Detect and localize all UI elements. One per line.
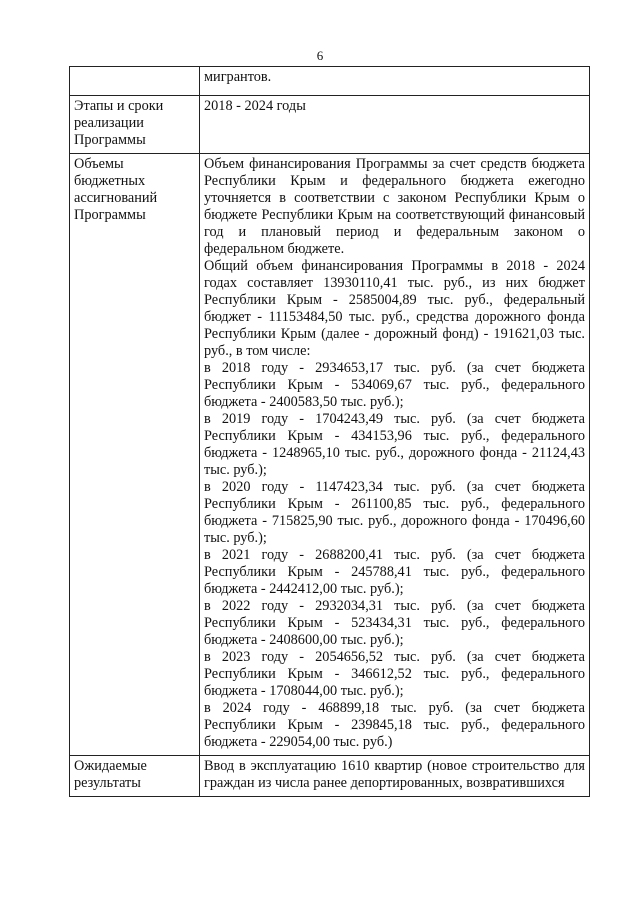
row-label-stages: Этапы и сроки реализации Программы [70,96,200,154]
budget-paragraph-total: Общий объем финансирования Программы в 2018 - 2024 годах составляет 13930110,41 тыс. руб., из них бюджет Республики Крым - 2585004,89 тыс. руб., федеральный бюджет - 11153484,50 тыс. руб., средства дорожного фонда Республики Крым (далее - дорожный фонд) - 191621,03 тыс. руб., в том числе: [204,258,585,359]
row-value-stages: 2018 - 2024 годы [200,96,590,154]
table-row [70,67,590,96]
budget-paragraph-2018: в 2018 году - 2934653,17 тыс. руб. (за счет бюджета Республики Крым - 534069,67 тыс. руб., федерального бюджета - 2400583,50 тыс. руб.); [204,360,585,410]
budget-paragraph-2022: в 2022 году - 2932034,31 тыс. руб. (за счет бюджета Республики Крым - 523434,31 тыс. руб., федерального бюджета - 2408600,00 тыс. руб.); [204,598,585,648]
budget-paragraph-2021: в 2021 году - 2688200,41 тыс. руб. (за счет бюджета Республики Крым - 245788,41 тыс. руб., федерального бюджета - 2442412,00 тыс. руб.); [204,547,585,597]
page-number: 6 [316,48,324,63]
budget-paragraph-2020: в 2020 году - 1147423,34 тыс. руб. (за счет бюджета Республики Крым - 261100,85 тыс. руб., федерального бюджета - 715825,90 тыс. руб., дорожного фонда - 170496,60 тыс. руб.); [204,479,585,546]
table-row-stages [70,96,590,154]
budget-paragraph-2024: в 2024 году - 468899,18 тыс. руб. (за счет бюджета Республики Крым - 239845,18 тыс. руб., федерального бюджета - 229054,00 тыс. руб.) [204,700,585,750]
table-row-budget [70,154,590,756]
budget-paragraph-2019: в 2019 году - 1704243,49 тыс. руб. (за счет бюджета Республики Крым - 434153,96 тыс. руб., федерального бюджета - 1248965,10 тыс. руб., дорожного фонда - 21124,43 тыс. руб.); [204,411,585,478]
table-row-results [70,756,590,797]
row-value: мигрантов. [200,67,590,96]
row-label [70,67,200,96]
row-value-budget [200,154,590,756]
row-label-budget: Объемы бюджетных ассигнований Программы [70,154,200,756]
budget-paragraph-intro: Объем финансирования Программы за счет средств бюджета Республики Крым и федерального бюджета ежегодно уточняется в соответствии с законом Республики Крым о бюджете Республики Крым на соответствующий финансовый год и плановый период и федеральным законом о федеральном бюджете. [204,156,585,257]
row-value-results: Ввод в эксплуатацию 1610 квартир (новое строительство для граждан из числа ранее депортированных, возвратившихся [200,756,590,797]
budget-paragraph-2023: в 2023 году - 2054656,52 тыс. руб. (за счет бюджета Республики Крым - 346612,52 тыс. руб., федерального бюджета - 1708044,00 тыс. руб.); [204,649,585,699]
program-passport-table [69,66,590,797]
row-label-results: Ожидаемые результаты [70,756,200,797]
